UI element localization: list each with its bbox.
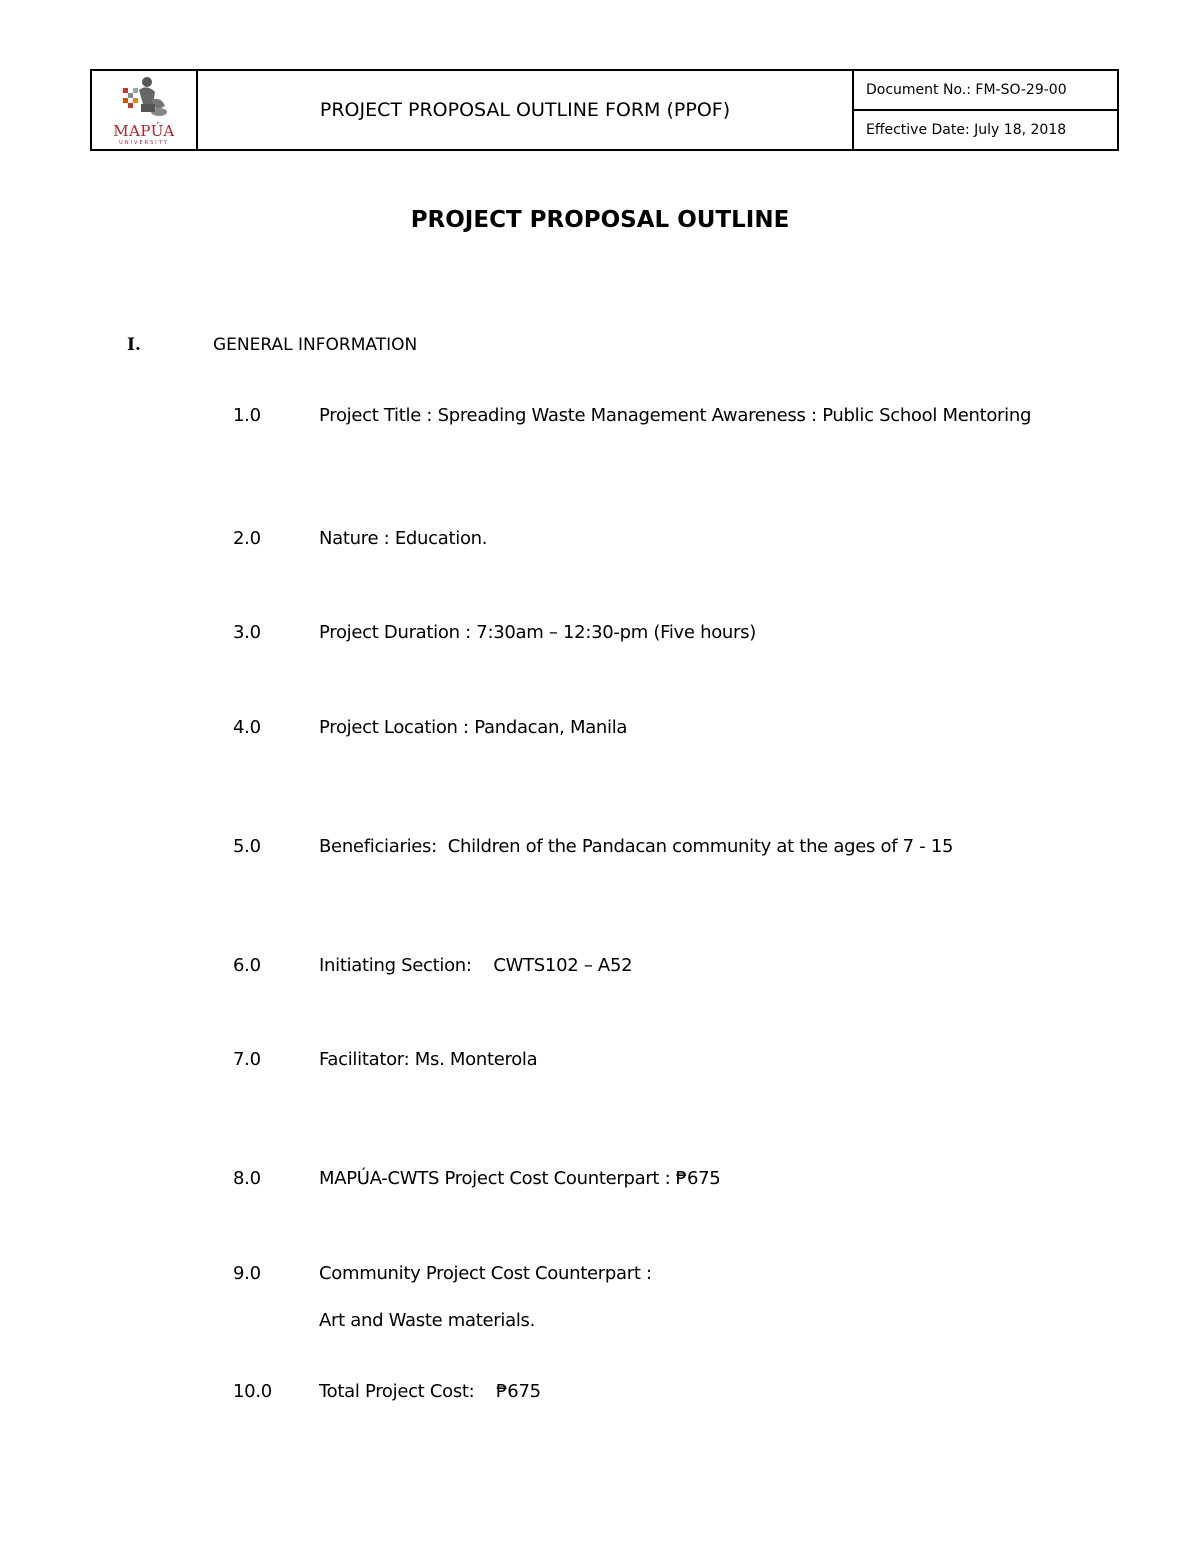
logo-subtext: UNIVERSITY xyxy=(119,140,169,146)
document-meta xyxy=(854,71,1117,149)
effective-date: Effective Date: July 18, 2018 xyxy=(854,109,1117,149)
item-number: 9.0 xyxy=(233,1263,261,1284)
item-number: 5.0 xyxy=(233,836,261,857)
item-text: Community Project Cost Counterpart : xyxy=(319,1263,652,1284)
item-text: Total Project Cost: ₱675 xyxy=(319,1381,541,1402)
document-header xyxy=(90,69,1119,151)
item-number: 10.0 xyxy=(233,1381,272,1402)
list-item xyxy=(233,955,632,976)
form-title: PROJECT PROPOSAL OUTLINE FORM (PPOF) xyxy=(198,71,854,149)
logo-emblem-icon xyxy=(113,74,175,118)
item-text: MAPÚA-CWTS Project Cost Counterpart : ₱675 xyxy=(319,1168,721,1189)
list-item xyxy=(233,528,487,549)
item-text: Nature : Education. xyxy=(319,528,488,549)
list-item xyxy=(233,717,627,738)
list-item-continuation xyxy=(233,1310,535,1331)
item-text: Project Title : Spreading Waste Management Awareness : Public School Mentoring xyxy=(319,405,1032,426)
section-numeral: I. xyxy=(127,335,141,355)
section-title: GENERAL INFORMATION xyxy=(213,335,418,355)
list-item xyxy=(233,1049,537,1070)
university-logo xyxy=(113,74,175,146)
item-number: 6.0 xyxy=(233,955,261,976)
item-text: Beneficiaries: Children of the Pandacan community at the ages of 7 - 15 xyxy=(319,836,954,857)
item-number: 1.0 xyxy=(233,405,261,426)
list-item xyxy=(233,836,953,857)
list-item xyxy=(233,405,1031,426)
list-item xyxy=(233,1168,720,1189)
section-heading xyxy=(127,335,417,355)
item-number xyxy=(233,1310,319,1331)
item-text: Project Duration : 7:30am – 12:30-pm (Five hours) xyxy=(319,622,756,643)
item-text: Art and Waste materials. xyxy=(319,1310,536,1331)
item-text: Initiating Section: CWTS102 – A52 xyxy=(319,955,633,976)
item-number: 3.0 xyxy=(233,622,261,643)
page-title: PROJECT PROPOSAL OUTLINE xyxy=(410,207,790,233)
item-text: Project Location : Pandacan, Manila xyxy=(319,717,628,738)
list-item xyxy=(233,1381,541,1402)
item-number: 2.0 xyxy=(233,528,261,549)
logo-cell xyxy=(92,71,198,149)
item-number: 8.0 xyxy=(233,1168,261,1189)
list-item xyxy=(233,622,756,643)
logo-wordmark: MAPÚA xyxy=(113,122,175,140)
item-text: Facilitator: Ms. Monterola xyxy=(319,1049,538,1070)
document-number: Document No.: FM-SO-29-00 xyxy=(866,82,1067,98)
item-number: 4.0 xyxy=(233,717,261,738)
item-number: 7.0 xyxy=(233,1049,261,1070)
list-item xyxy=(233,1263,652,1284)
